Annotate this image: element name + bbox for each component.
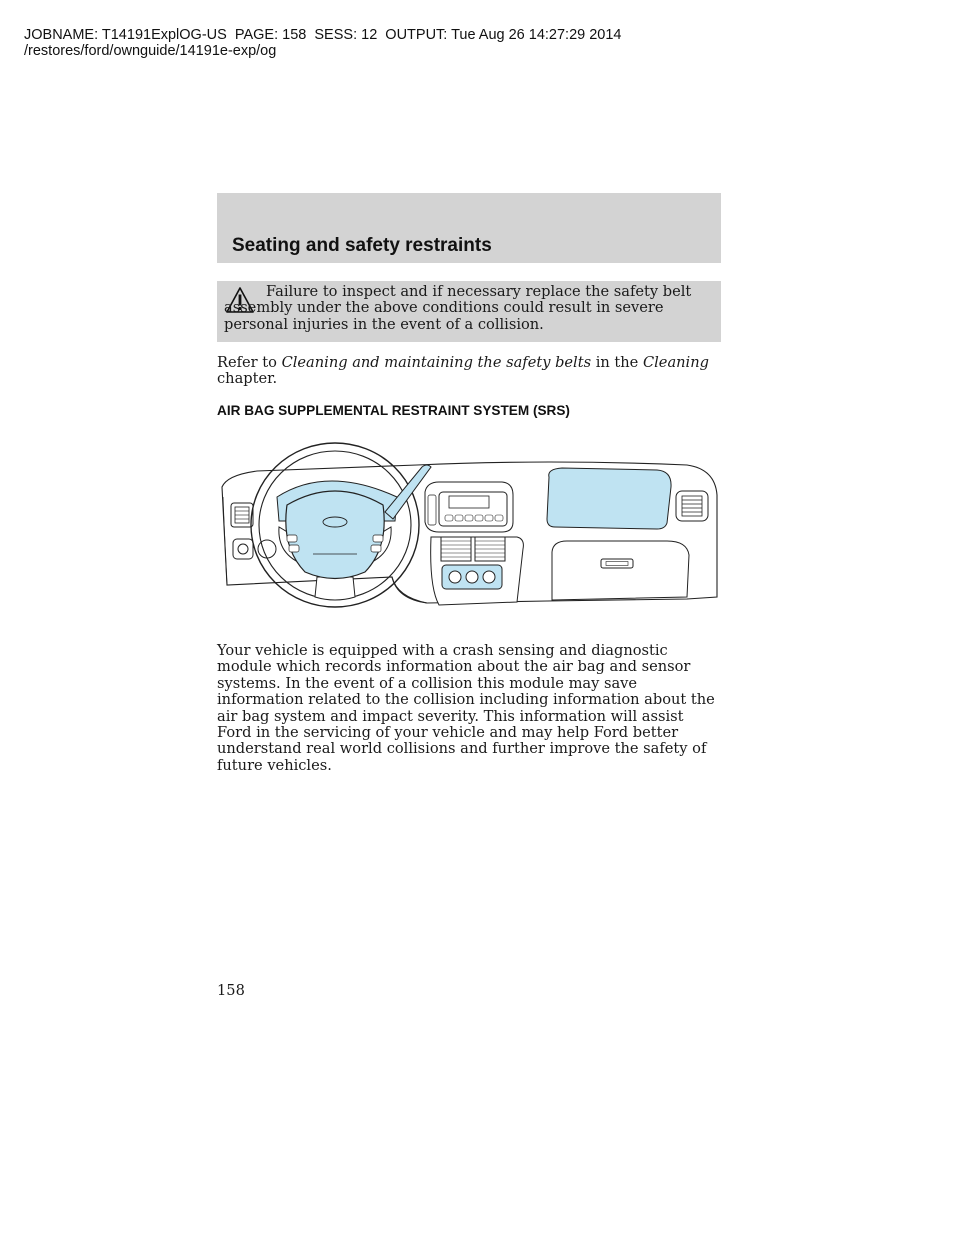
- passenger-airbag-panel: [547, 468, 671, 529]
- job-header-line2: /restores/ford/ownguide/14191e-exp/og: [24, 43, 277, 59]
- page-title: Seating and safety restraints: [232, 235, 492, 256]
- job-header: [24, 27, 622, 59]
- dashboard-airbag-illustration: [217, 437, 721, 617]
- driver-airbag-hub: [286, 491, 384, 579]
- refer-chapter-name: Cleaning: [642, 354, 709, 371]
- job-header-line1: JOBNAME: T14191ExplOG-US PAGE: 158 SESS: 12 OUTPUT: Tue Aug 26 14:27:29 2014: [24, 27, 622, 43]
- glove-box: [552, 541, 689, 600]
- right-vent: [676, 491, 708, 521]
- refer-prefix: Refer to: [217, 354, 282, 371]
- climate-control: [442, 565, 502, 589]
- page-number: 158: [217, 982, 245, 999]
- srs-body-paragraph: Your vehicle is equipped with a crash sensing and diagnostic module which records information about the air bag and sensor systems. In the event of a collision this module may save information related to the collision including information about the air bag system and impact severity. This information will assist Ford in the servicing of your vehicle and may help Ford better understand real world collisions and further improve the safety of future vehicles.: [217, 642, 715, 774]
- section-header-band: [217, 193, 721, 263]
- refer-middle: in the: [591, 354, 643, 371]
- warning-text: Failure to inspect and if necessary replace the safety belt assembly under the above conditions could result in severe personal injuries in the event of a collision.: [224, 283, 692, 333]
- refer-paragraph: [217, 355, 721, 388]
- refer-suffix: chapter.: [217, 370, 278, 388]
- radio-unit: [425, 482, 513, 532]
- refer-link-text: Cleaning and maintaining the safety belts: [281, 354, 592, 371]
- warning-box: [217, 281, 721, 342]
- srs-heading: AIR BAG SUPPLEMENTAL RESTRAINT SYSTEM (SRS): [217, 403, 570, 418]
